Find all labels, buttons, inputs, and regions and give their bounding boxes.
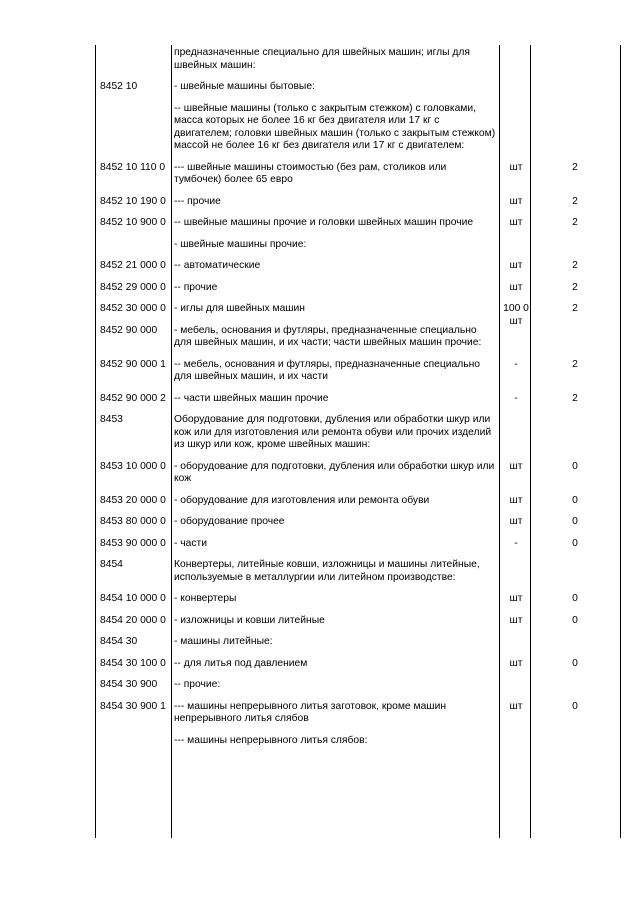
table-row <box>0 538 640 551</box>
hs-code: 8452 90 000 2 <box>100 392 166 404</box>
unit-of-measure: шт <box>509 516 523 527</box>
goods-description: --- швейные машины стоимостью (без рам, столиков или тумбочек) более 65 евро <box>174 161 447 185</box>
table-row <box>0 47 640 72</box>
duty-rate: 0 <box>572 614 578 626</box>
table-row <box>0 359 640 384</box>
table-row <box>0 196 640 209</box>
goods-description: - оборудование прочее <box>174 516 285 527</box>
duty-rate: 2 <box>572 260 578 271</box>
goods-description: предназначенные специально для швейных машин; иглы для швейных машин: <box>174 47 470 71</box>
table-row <box>0 393 640 406</box>
goods-description: - изложницы и ковши литейные <box>174 614 325 626</box>
goods-description: --- машины непрерывного литья слябов: <box>174 734 368 746</box>
unit-of-measure: шт <box>509 657 523 669</box>
table-row <box>0 615 640 628</box>
hs-code: 8454 10 000 0 <box>100 593 166 604</box>
table-row <box>0 414 640 452</box>
goods-description: - мебель, основания и футляры, предназначенные специально для швейных машин, и их части; части швейных машин прочие: <box>174 324 482 348</box>
unit-of-measure: шт <box>509 217 523 228</box>
unit-of-measure: шт <box>509 161 523 173</box>
hs-code: 8454 30 900 1 <box>100 700 166 712</box>
hs-code: 8453 10 000 0 <box>100 460 166 472</box>
goods-description: -- мебель, основания и футляры, предназначенные специально для швейных машин, и их части <box>174 358 481 382</box>
table-row <box>0 239 640 252</box>
unit-of-measure: шт <box>509 593 523 604</box>
duty-rate: 2 <box>572 358 578 370</box>
duty-rate: 0 <box>572 700 578 712</box>
unit-of-measure: шт <box>509 494 523 506</box>
table-row <box>0 103 640 153</box>
table-row <box>0 636 640 649</box>
table-row <box>0 217 640 230</box>
goods-description: --- прочие <box>174 195 221 207</box>
table-row <box>0 735 640 748</box>
goods-description: Оборудование для подготовки, дубления или обработки шкур или кож или для изготовления или ремонта обуви или прочих изделий из шкур или кож, кроме швейных машин: <box>174 414 492 450</box>
goods-description: - иглы для швейных машин <box>174 303 305 314</box>
tariff-table <box>0 47 640 756</box>
table-row <box>0 516 640 529</box>
hs-code: 8454 30 <box>100 636 138 647</box>
table-row <box>0 593 640 606</box>
unit-of-measure: шт <box>509 700 523 712</box>
unit-of-measure: - <box>514 358 518 370</box>
unit-of-measure: шт <box>509 195 523 207</box>
hs-code: 8452 90 000 <box>100 324 158 336</box>
table-row <box>0 658 640 671</box>
goods-description: - части <box>174 537 207 549</box>
duty-rate: 0 <box>572 494 578 506</box>
hs-code: 8452 90 000 1 <box>100 358 166 370</box>
goods-description: -- прочие <box>174 281 218 293</box>
goods-description: -- части швейных машин прочие <box>174 392 329 404</box>
unit-of-measure: шт <box>509 260 523 271</box>
table-row <box>0 461 640 486</box>
duty-rate: 0 <box>572 516 578 527</box>
table-row <box>0 679 640 692</box>
table-row <box>0 162 640 187</box>
goods-description: - оборудование для изготовления или ремонта обуви <box>174 494 430 506</box>
duty-rate: 2 <box>572 392 578 404</box>
hs-code: 8454 30 100 0 <box>100 657 166 669</box>
goods-description: - машины литейные: <box>174 636 273 647</box>
goods-description: - оборудование для подготовки, дубления или обработки шкур или кож <box>174 460 495 484</box>
unit-of-measure: шт <box>509 281 523 293</box>
duty-rate: 2 <box>572 303 578 314</box>
goods-description: -- швейные машины (только с закрытым стежком) с головками, масса которых не более 16 кг без двигателя или 17 кг с двигателем; головки швейных машин (только с закрытым стежком) массой не более 16 кг без двигателя или 17 кг с двигателем: <box>174 102 496 151</box>
hs-code: 8453 20 000 0 <box>100 494 166 506</box>
table-row <box>0 495 640 508</box>
table-row <box>0 260 640 273</box>
goods-description: -- прочие: <box>174 679 221 690</box>
table-row <box>0 282 640 295</box>
table-row <box>0 701 640 726</box>
goods-description: --- машины непрерывного литья заготовок, кроме машин непрерывного литья слябов <box>174 700 447 724</box>
hs-code: 8454 20 000 0 <box>100 614 166 626</box>
hs-code: 8452 10 <box>100 81 138 92</box>
table-row <box>0 559 640 584</box>
hs-code: 8453 90 000 0 <box>100 537 166 549</box>
hs-code: 8453 <box>100 414 123 425</box>
table-row <box>0 81 640 94</box>
duty-rate: 0 <box>572 460 578 472</box>
hs-code: 8452 10 900 0 <box>100 217 166 228</box>
duty-rate: 2 <box>572 195 578 207</box>
hs-code: 8452 10 110 0 <box>100 161 166 173</box>
duty-rate: 0 <box>572 593 578 604</box>
hs-code: 8452 10 190 0 <box>100 195 166 207</box>
goods-description: - швейные машины прочие: <box>174 238 307 250</box>
goods-description: - конвертеры <box>174 593 237 604</box>
duty-rate: 2 <box>572 161 578 173</box>
table-row <box>0 325 640 350</box>
unit-of-measure: - <box>514 537 518 549</box>
hs-code: 8452 30 000 0 <box>100 303 166 314</box>
unit-of-measure: шт <box>509 460 523 472</box>
goods-description: -- для литья под давлением <box>174 657 308 669</box>
unit-of-measure: - <box>514 392 518 404</box>
table-row <box>0 303 640 327</box>
duty-rate: 2 <box>572 281 578 293</box>
unit-of-measure: шт <box>509 614 523 626</box>
hs-code: 8454 30 900 <box>100 679 158 690</box>
goods-description: - швейные машины бытовые: <box>174 81 315 92</box>
duty-rate: 2 <box>572 217 578 228</box>
hs-code: 8453 80 000 0 <box>100 516 166 527</box>
hs-code: 8452 29 000 0 <box>100 281 166 293</box>
hs-code: 8452 21 000 0 <box>100 260 166 271</box>
unit-of-measure: 100 0 шт <box>503 303 529 327</box>
hs-code: 8454 <box>100 559 123 570</box>
goods-description: -- автоматические <box>174 260 261 271</box>
duty-rate: 0 <box>572 657 578 669</box>
goods-description: -- швейные машины прочие и головки швейных машин прочие <box>174 217 474 228</box>
duty-rate: 0 <box>572 537 578 549</box>
goods-description: Конвертеры, литейные ковши, изложницы и машины литейные, используемые в металлургии или литейном производстве: <box>174 559 480 583</box>
